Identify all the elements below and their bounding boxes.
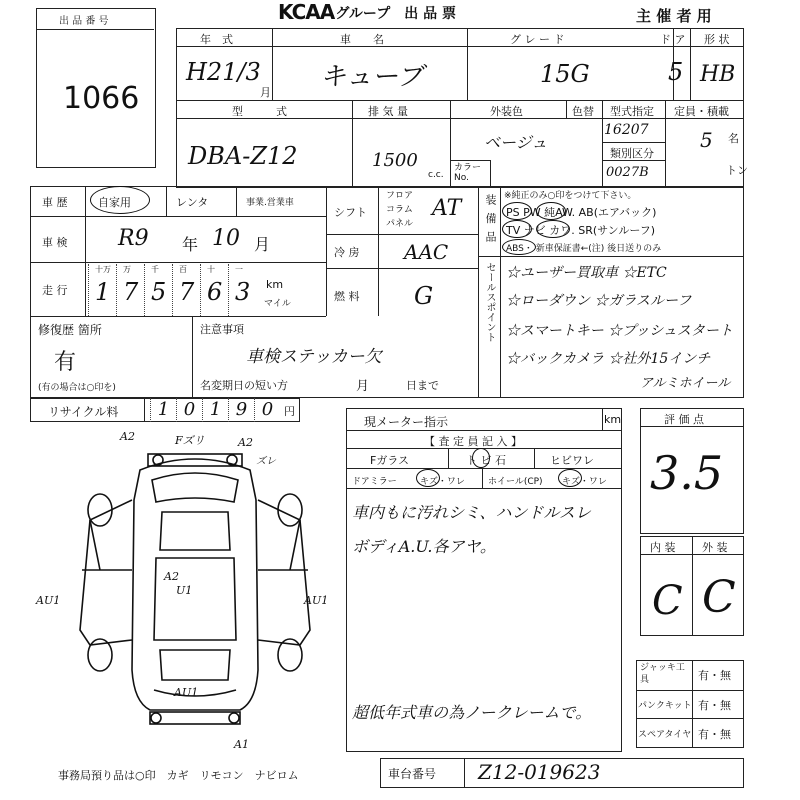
sales-point-line-1: ☆ユーザー買取車 ☆ETC: [506, 265, 667, 281]
inspector-comment-2: ボディA.U.各アヤ。: [352, 537, 496, 556]
lot-number-value: 1066: [63, 81, 140, 116]
office-items-note: 事務局預り品は○印 カギ リモコン ナビロム: [58, 769, 299, 782]
displacement-label: 排 気 量: [368, 105, 408, 118]
mileage-digit-cell: [172, 264, 200, 316]
mileage-digit-cell: [88, 264, 116, 316]
inspection-month-unit: 月: [254, 235, 271, 254]
notes-day-unit: 日まで: [406, 379, 439, 392]
equipment-circle-pw: [536, 202, 566, 220]
mileage-digit-cell: [200, 264, 228, 316]
inspection-label: 車 検: [42, 236, 68, 249]
history-commercial: 事業.営業車: [246, 198, 294, 208]
recycle-digit: 1: [202, 398, 228, 422]
score-label: 評 価 点: [664, 413, 704, 426]
notes-month-unit: 月: [356, 379, 370, 394]
mileage-place-label: 一: [235, 265, 243, 274]
windshield-crack: ヒビワレ: [550, 454, 594, 467]
fuel-value: G: [414, 282, 434, 310]
windshield-chip-circle: [472, 448, 490, 468]
sales-point-line-4: ☆バックカメラ ☆社外15インチ: [506, 351, 711, 367]
year-label: 年 式: [200, 33, 233, 46]
notes-label: 注意事項: [200, 323, 244, 336]
spare-tire-options: 有・無: [698, 728, 731, 741]
spare-tire-label: スペアタイヤ: [638, 730, 692, 740]
sales-point-line-2: ☆ローダウン ☆ガラスルーフ: [506, 293, 692, 309]
color-number-label: カラー No.: [454, 163, 482, 183]
damage-mark-a2-front-right: A2: [238, 436, 253, 449]
type-designation-label: 型式指定: [610, 105, 654, 118]
grade-value: 15G: [540, 60, 590, 88]
shift-column: コラム: [386, 205, 413, 215]
organizer-label: 主 催 者 用: [636, 7, 712, 25]
wheel-circle: [558, 469, 582, 487]
mileage-digit-cell: [144, 264, 172, 316]
equipment-circle-navi: [536, 220, 570, 238]
shape-label: 形 状: [704, 33, 730, 46]
ac-value: AAC: [404, 240, 449, 264]
mileage-digit: 5: [151, 278, 167, 306]
exterior-color-label: 外装色: [490, 105, 523, 118]
category-label: 類別区分: [610, 147, 654, 160]
capacity-value: 5: [700, 128, 713, 152]
mileage-unit-km: km: [266, 278, 284, 291]
history-label: 車 歴: [42, 196, 68, 209]
mileage-place-label: 百: [179, 265, 187, 274]
year-month-unit: 月: [260, 86, 271, 99]
type-designation-value: 16207: [604, 122, 649, 138]
repair-history-label: 修復歴 箇所: [38, 323, 102, 337]
repair-history-note: (有の場合は○印を): [38, 383, 116, 393]
shift-panel: パネル: [386, 219, 414, 229]
mileage-digit-cell: [116, 264, 144, 316]
car-name-label: 車 名: [340, 33, 384, 46]
exterior-grade: C: [702, 572, 736, 623]
damage-mark-misalign: ズレ: [256, 456, 276, 467]
equipment-circle-tv: [502, 220, 532, 238]
ac-label: 冷 房: [334, 246, 360, 259]
damage-mark-f-scrape: Fズリ: [175, 434, 205, 447]
mileage-place-label: 万: [123, 265, 131, 274]
recycle-digit: 9: [228, 398, 254, 422]
exterior-color-value: ベージュ: [484, 133, 548, 152]
model-value: DBA-Z12: [188, 142, 298, 170]
damage-mark-au1-rear: AU1: [174, 686, 199, 699]
repaint-label: 色替: [572, 105, 594, 118]
door-mirror-options: キズ・ワレ: [420, 477, 465, 487]
inspector-header: 【 査 定 員 記 入 】: [424, 435, 522, 448]
displacement-value: 1500: [372, 150, 418, 171]
windshield-label: Fガラス: [370, 454, 409, 467]
inspection-year-unit: 年: [182, 235, 199, 254]
shift-label: シフト: [334, 206, 367, 219]
mileage-place-label: 十: [207, 265, 215, 274]
shift-floor: フロア: [386, 191, 414, 201]
interior-label: 内 装: [650, 541, 676, 554]
mileage-digit: 6: [207, 278, 223, 306]
sales-point-line-5: アルミホイール: [640, 376, 731, 391]
history-private: 自家用: [98, 196, 131, 209]
meter-label: 現メーター指示: [364, 415, 449, 429]
model-label: 型 式: [232, 105, 287, 118]
mileage-digit-cell: [228, 264, 256, 316]
mileage-digit: 7: [179, 278, 195, 306]
equipment-line-1: PS PW 純AW. AB(エアバック): [506, 206, 657, 219]
equipment-note: ※純正のみ○印をつけて下さい。: [504, 191, 637, 201]
equipment-line-2: TV ナビ カワ. SR(サンルーフ): [506, 224, 656, 237]
windshield-chip: ト ビ 石: [466, 454, 506, 467]
history-selected-circle: [90, 186, 150, 214]
exterior-label: 外 装: [702, 541, 728, 554]
damage-mark-a1-bumper: A1: [234, 738, 249, 751]
door-mirror-circle: [416, 469, 440, 487]
mileage-digit: 1: [95, 278, 111, 306]
notes-value: 車検ステッカー欠: [246, 347, 382, 367]
kcaa-logo: KCAA: [278, 0, 335, 24]
shift-value: AT: [432, 196, 462, 221]
mileage-digit: 3: [235, 278, 251, 306]
damage-mark-u1-roof: U1: [176, 584, 193, 597]
mileage-unit-mile: マイル: [264, 299, 291, 309]
recycle-digit: 0: [176, 398, 202, 422]
doors-label: ド ア: [660, 33, 686, 46]
lot-number-label: 出 品 番 号: [59, 16, 109, 27]
wheel-label: ホイール(CP): [488, 477, 543, 487]
grade-label: グ レ ー ド: [510, 33, 565, 46]
mileage-place-label: 千: [151, 265, 159, 274]
jack-options: 有・無: [698, 669, 731, 682]
inspection-year: R9: [118, 226, 149, 251]
meter-unit: km: [604, 413, 622, 426]
notes-expiry-label: 名変期日の短い方: [200, 379, 288, 392]
displacement-unit: c.c.: [428, 170, 444, 180]
damage-mark-a2-front-left: A2: [120, 430, 135, 443]
score-value: 3.5: [650, 446, 724, 500]
equipment-line-3: ABS・ 新車保証書←(注) 後日送りのみ: [506, 244, 662, 254]
repair-history-value: 有: [54, 350, 77, 375]
lot-number-box: [36, 8, 156, 168]
capacity-label: 定員・積載: [674, 105, 729, 118]
chassis-number-label: 車台番号: [388, 767, 437, 781]
year-value: H21/3: [186, 58, 261, 86]
capacity-unit: 名: [728, 132, 739, 145]
equipment-side-label: 装 備 品: [484, 194, 497, 244]
jack-label: ジャッキ工 具: [640, 663, 685, 685]
history-rental: レンタ: [176, 196, 209, 209]
ton-unit: トン: [726, 164, 748, 177]
equipment-circle-ps: [502, 202, 532, 220]
damage-mark-au1-left: AU1: [36, 594, 61, 607]
car-name-value: キューブ: [320, 62, 423, 92]
mileage-digit: 7: [123, 278, 139, 306]
chassis-number-value: Z12-019623: [478, 760, 601, 784]
recycle-digit: 0: [254, 398, 280, 422]
inspector-comment-1: 車内もに汚れシミ、ハンドルスレ: [352, 503, 591, 522]
category-value: 0027B: [606, 165, 649, 180]
damage-mark-au1-right: AU1: [304, 594, 329, 607]
shape-value: HB: [700, 62, 736, 87]
puncture-kit-options: 有・無: [698, 699, 731, 712]
sales-points-side-label: セールスポイント: [484, 262, 495, 342]
recycle-label: リサイクル料: [48, 405, 119, 419]
fuel-label: 燃 料: [334, 290, 360, 303]
sales-point-line-3: ☆スマートキー ☆プッシュスタート: [506, 323, 733, 339]
equipment-circle-abs: [502, 239, 536, 255]
mileage-place-label: 十万: [95, 265, 111, 274]
doors-value: 5: [668, 58, 684, 86]
recycle-unit: 円: [284, 405, 295, 418]
form-title: .グループ 出 品 票: [330, 6, 456, 22]
door-mirror-label: ドアミラー: [352, 477, 397, 487]
interior-grade: C: [652, 578, 683, 624]
mileage-label: 走 行: [42, 284, 68, 297]
inspection-month: 10: [212, 226, 240, 251]
recycle-digit: 1: [150, 398, 176, 422]
wheel-options: キズ・ワレ: [562, 477, 607, 487]
puncture-kit-label: パンクキット: [638, 701, 692, 711]
damage-mark-a2-roof: A2: [164, 570, 179, 583]
inspector-comment-3: 超低年式車の為ノークレームで。: [352, 703, 592, 722]
